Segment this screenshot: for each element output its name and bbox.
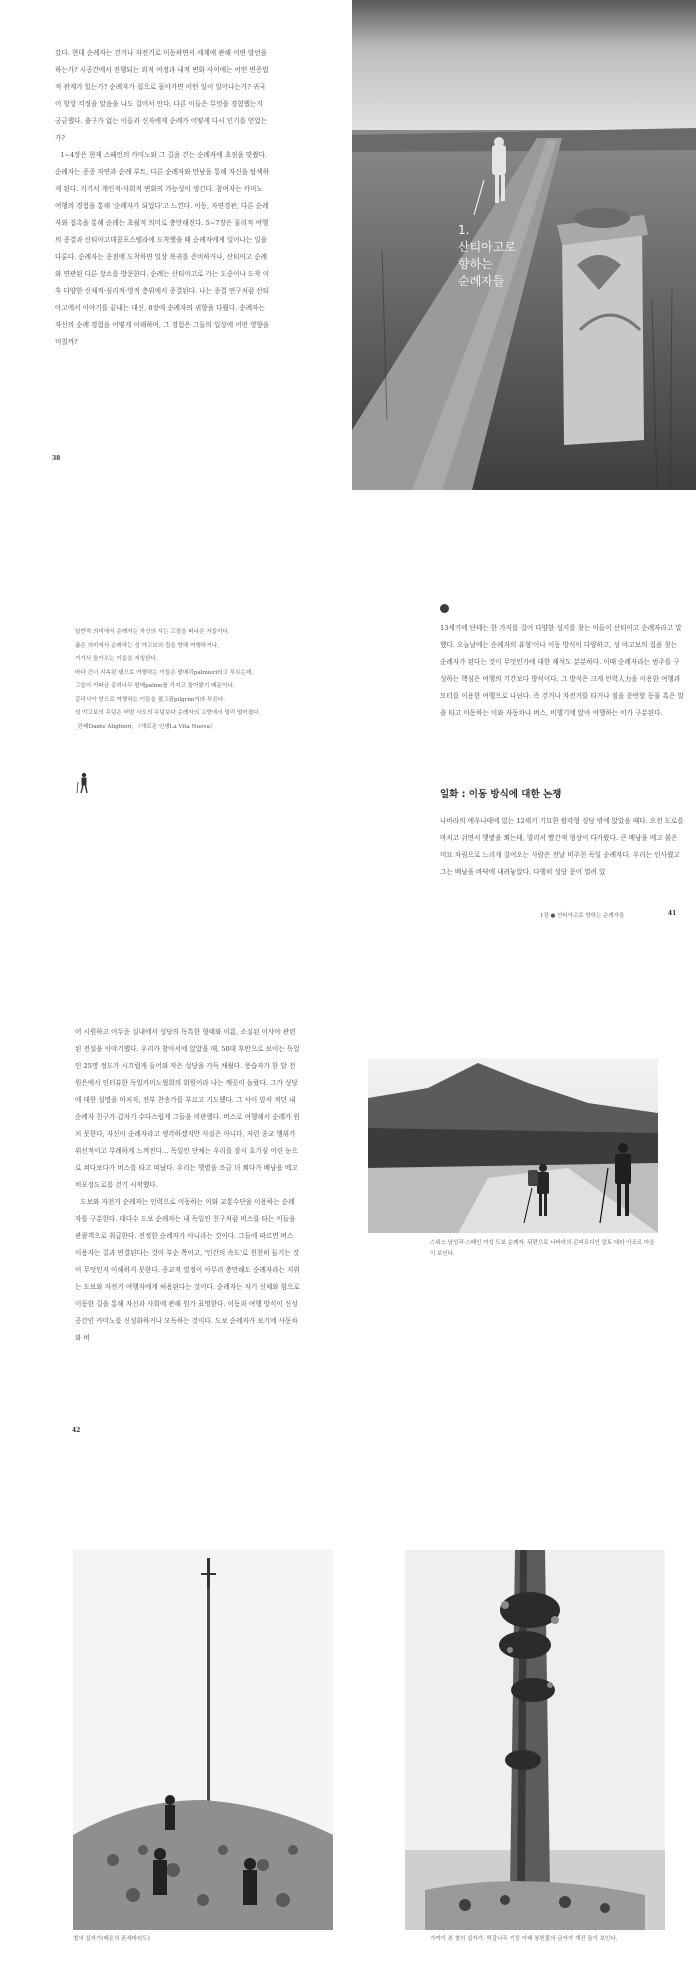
quote-line: 거기서 돌아오는 이들을 지칭한다. — [75, 656, 158, 662]
hiker-thumbnail — [75, 772, 93, 794]
photo-title-line: 1. — [458, 223, 470, 237]
quote-line: 갈리시아 땅으로 여행하는 이들을 필그림pilgrim이라 부른다. — [75, 696, 226, 703]
quote-attribution: _단테Dante Alighieri, 《새로운 인생La Vita Nuova》 — [75, 723, 216, 730]
photo-caption-left: 철의 십자가(레온의 폰세바라도) — [73, 1936, 150, 1942]
quote-line: 성 야고보의 무덤은 어떤 사도의 무덤보다 순례자의 고향에서 멀리 떨어졌다. — [75, 710, 261, 716]
paragraph: 갔다. 현대 순례자는 걷거나 자전거로 이동하면서 세계에 관해 어떤 발언을 하는가? 시공간에서 진행되는 외적 여정과 내적 변화 사이에는 어떤 변증법적 관계가 있는가? 순례자가 집으로 돌아가면 어떤 일이 일어나는가? 귀국이 항상 걱정을 알음을 나도 걸어서 안다. 다른 이들은 무엇을 경험했는지 궁금했다. 출구가 없는 이들과 신자에게 순례가 어떻게 다시 인기를 얻었는가? — [55, 49, 269, 142]
page-41 — [0, 560, 700, 950]
photo-caption-right: 가까이 본 철의 십자가. 떡갈나무 기둥 아래 봉헌물의 금자가 개진 돌이 보인다. — [430, 1936, 618, 1942]
section-dot-ornament — [440, 604, 449, 613]
page-41-text-2 — [440, 813, 685, 881]
page-number: 41 — [668, 910, 677, 917]
quote-line: 일반적 의미에서 순례자는 자신의 사는 고장을 떠나온 자들이다. — [75, 629, 230, 635]
page-cross-photos — [0, 1525, 700, 1965]
iron-cross-mound-photo — [73, 1550, 333, 1930]
photo-title-line: 순례자들 — [458, 274, 505, 288]
running-head: 1장 ● 산티아고로 향하는 순례자들 — [540, 913, 625, 919]
epigraph-quote — [75, 626, 335, 734]
paragraph: 어 시원하고 어두운 실내에서 성당의 독특한 형태와 이름, 소실된 이사야 관련된 전설을 이야기했다. 우리가 참아서에 앉았을 때, 50대 후반으로 보이는 독일인 25명 정도가 시끄럽게 들어와 작은 성당을 가득 채웠다. 풍습자가 한 달 전 원은에서 인터뷰한 독일카미노협회의 회원이라 나는 깨끗이 놀랐다. 그가 성당에 대한 설명을 마치자, 전부 찬송가를 부르고 기도했다. 그 사이 앞서 적던 내 순례자 친구가 갑자기 수다스럽게 그들을 비판했다. 버스로 여행해서 순례가 원치 못한다, 자신이 순례자라고 생각하겠지만 사실은 아니다, 저런 종교 행위가 위선적이고 무례하게 느껴진다… 독일인 단체는 우리를 잠시 호기심 어린 눈으로 쳐다보다가 버스를 타고 떠났다. 우리는 햇볕을 조금 더 쬐다가 배낭을 메고 비포장도로를 걷기 시작했다. — [75, 1028, 300, 1189]
page-42-text — [75, 1024, 300, 1347]
page-42 — [0, 1000, 700, 1460]
section-heading: 일화 : 이동 방식에 대한 논쟁 — [440, 789, 562, 800]
photo-title-line: 산티아고로 — [458, 240, 516, 254]
walking-pilgrims-photo — [368, 1058, 658, 1233]
photo-caption: 스위스 남성과 스페인 여성 도보 순례자. 뒤편으로 나바라의 콘피르디인 알토 데라 아조르 마을이 보인다. — [430, 1240, 655, 1257]
paragraph: 1~4장은 현재 스페인의 카미노와 그 길을 걷는 순례자에 초점을 맞췄다. 순례자는 종종 자연과 순례 루트, 다른 순례자와 만남을 통해 자신을 탐색하게 된다. 거기서 개인적·사회적 변화의 가능성이 생긴다. 참여자는 카미노 여행의 경험을 통해 '순례자가 되었다'고 느낀다. 이동, 자연경관, 다른 순례자와 접촉을 통해 순례는 초월적 의미로 충만해진다. 5~7장은 물리적 여행의 종결과 산티아고데콤포스텔라에 도착했을 때 순례자에게 일어나는 일을 다룬다. 순례자는 종점에 도착하면 일상 복귀를 준비하거나, 산티아고 순례와 연관된 다른 장소를 방문한다. 순례는 산티아고로 가는 도중이나 도착 이후 다양한 신체적·심리적·영적 층위에서 종결된다. 나는 종결 연구처럼 산티아고에서 이야기를 끝내는 대신, 8장에 순례자의 귀향을 다뤘다. 순례자는 자신의 순례 경험을 어떻게 이해하며, 그 경험은 그들의 일상에 어떤 영향을 미칠까? — [55, 151, 270, 346]
page-number: 38 — [52, 455, 61, 462]
iron-cross-closeup-photo — [405, 1550, 665, 1930]
photo-title-line: 향하는 — [458, 257, 493, 271]
page-number: 42 — [72, 1427, 81, 1434]
paragraph: 도보와 자전거 순례자는 인력으로 이동하는 이와 교통수단을 이용하는 순례자를 구분한다. 대다수 도보 순례자는 내 독일인 친구처럼 버스를 타는 이들을 관광객으로 취급한다. 진정한 순례자가 아니라는 것이다. 그들에 따르면 버스 이용자는 길과 연결된다는 것이 부순 쪽이고, '인간의 속도'로 천천히 들기는 것이 무엇인지 이해하지 못한다. 종교적 열정이 아무리 충만해도 순례자라는 지위는 도보와 자전거 여행자에게 허용된다는 것이다. 순례자는 자기 신체와 힘으로 이동한 길을 통해 자신과 사회에 관해 뭔가 표명한다. 이동과 여행 방식이 신성 공간인 카미노를 신성화하거나 모독하는 것이다. 도보 순례자가 보기에 사동차와 버 — [75, 1198, 300, 1342]
paragraph: 13세기에 단테는 한 가지를 걸어 다양한 성지를 찾는 이들이 산티아고 순례자라고 말했다. 오늘날에는 순례자의 유형'이나 이동 방식이 다양하고, 성 야고보의 집을 찾는 순례자가 된다는 것이 무엇인가에 대한 해석도 분분하다. 이때 순례자라는 범주를 구성하는 핵심은 여행의 기간보다 방식이다. 그 방식은 크게 인력人力을 이용한 여행과 모터를 이용한 여행으로 나뉜다. 즉 걷거나 자전거를 타거나 짐을 운반할 동물 혹은 말을 타고 이동하는 이와 자동차나 버스, 비행기에 앉아 여행하는 이가 구분된다. — [440, 624, 684, 717]
photo-title — [458, 222, 516, 290]
page-41-text — [440, 620, 685, 722]
quote-line: 바다 건너 지속된 탱으로 여행하는 이들은 팔메리palmieri라고 부르는데, — [75, 669, 254, 676]
page-38-text — [55, 45, 270, 351]
page-38 — [0, 0, 700, 495]
paragraph: 나바라의 에우나테에 있는 12세기 기묘한 팔각형 성당 밖에 앉았을 때다. 오전 도로를 마치고 쉬면서 햇볕을 쬐는데, 멀리서 빨간색 형상이 다가왔다. 큰 배낭을 메고 붉은 미묘 차림으로 느리게 걸어오는 사람은 전날 비주천 독일 순례자다. 우리는 인사했고 그는 배낭을 바닥에 내려놓았다. 다행히 성당 문이 열려 있 — [440, 817, 684, 876]
quote-line: 좁은 의미에서 순례자는 성 야고보의 집을 향해 여행하거나, — [75, 642, 219, 649]
quote-line: 그들이 이따금 종려나무 팔메palme를 가지고 돌아왔기 때문이다. — [75, 683, 235, 689]
pilgrim-road-photo — [352, 0, 696, 490]
